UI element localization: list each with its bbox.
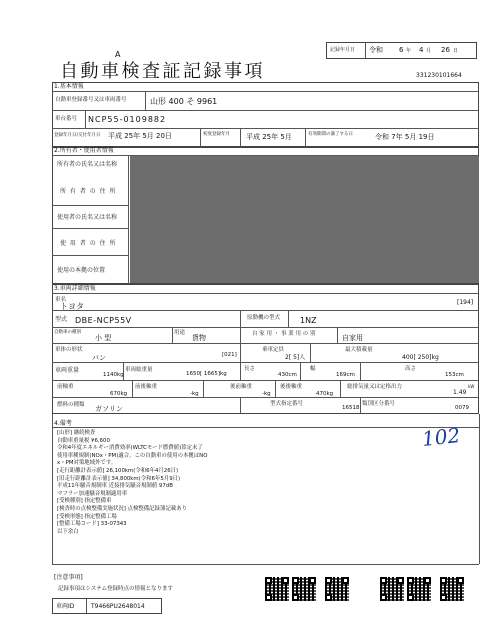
model-value: DBE-NCP55V: [75, 316, 132, 325]
first-reg-label: 登録年月日/交付年月日: [54, 133, 101, 138]
handwritten-note: 102: [420, 423, 462, 451]
note-line: 令和4年度エネルギー消費効率(WLTCモード燃費値)算定未了: [57, 445, 203, 452]
front-axle-label: 前軸重: [57, 384, 74, 390]
type-number-value: 16518: [342, 405, 360, 411]
document-title: 自動車検査証記録事項: [60, 61, 265, 82]
vehicle-kind-label: 自動車の種別: [54, 330, 81, 335]
issue-day: 26: [441, 46, 450, 54]
length-label: 長さ: [244, 366, 256, 372]
expiry-label: 有効期間の満了する日: [308, 132, 353, 137]
private-business-value: 自家用: [342, 334, 363, 342]
rear-front-axle-value: -kg: [262, 391, 271, 397]
type-number-label: 型式指定番号: [270, 401, 304, 407]
issue-month-unit: 月: [426, 48, 432, 54]
height-value: 153cm: [445, 372, 464, 378]
note-line: [受検種別] 指定整備車: [57, 498, 112, 505]
first-year-value: 平成 25年 5月: [246, 133, 292, 141]
note-line: 自動車重量税 ¥6,600: [57, 437, 110, 444]
front-rear-axle-value: -kg: [190, 391, 199, 397]
front-rear-axle-label: 前後軸重: [135, 384, 158, 390]
width-value: 169cm: [336, 372, 355, 378]
chassis-label: 車台番号: [55, 116, 78, 122]
first-reg-value: 平成 25年 5月 20日: [108, 132, 172, 140]
maker-label: 車名: [55, 297, 67, 303]
displacement-unit: kW: [468, 384, 475, 389]
model-label: 型式: [55, 316, 68, 323]
note-line: x・PM対策地域外です。: [57, 460, 117, 467]
qr-code-6: [440, 577, 464, 601]
car-id-label: 車両ID: [56, 603, 75, 610]
use-label: 用途: [174, 330, 186, 336]
vehicle-weight-value: 1140kg: [103, 372, 124, 378]
maker-value: トヨタ: [60, 302, 84, 311]
rear-axle-label: 後後軸重: [280, 384, 303, 390]
car-id-value: T9466PU2648014: [91, 603, 145, 610]
body-shape-value: バン: [92, 354, 106, 362]
note-line: [受検形態] 指定整備工場: [57, 513, 117, 520]
rear-front-axle-label: 後前軸重: [230, 384, 253, 390]
first-year-label: 初度登録年月: [203, 132, 230, 137]
rear-axle-value: 470kg: [316, 391, 334, 397]
basic-info-heading: 1.基本情報: [54, 83, 84, 90]
qr-code-2: [292, 577, 316, 601]
note-line: [旧走行距離計表示値] 34,800km(令和6年5月9日): [57, 475, 181, 482]
qr-code-5: [407, 577, 431, 601]
notes-list: [57, 430, 207, 536]
capacity-label: 乗車定員: [262, 347, 285, 353]
owner-user-heading: 2.所有者・使用者情報: [54, 147, 114, 154]
gross-weight-label: 車両総重量: [125, 367, 153, 373]
chassis-value: NCP55-0109882: [88, 115, 167, 124]
note-line: [検査時の点検整備実施状況] 点検整備記録簿記載あり: [57, 505, 187, 512]
note-line: 使用車種規制(NOx・PM)適合。この自動車の使用の本拠はNO: [57, 452, 208, 459]
qr-code-4: [380, 577, 404, 601]
user-address-label: 使 用 者 の 住 所: [60, 240, 117, 247]
reg-number-label: 自動車登録番号又は車両番号: [55, 97, 127, 103]
issue-date-label: 記録年月日: [330, 47, 356, 53]
front-axle-value: 670kg: [110, 391, 128, 397]
issue-day-unit: 日: [453, 48, 459, 54]
vehicle-detail-heading: 3.車両詳細情報: [54, 285, 96, 292]
note-line: [山形] 継続検査: [57, 430, 96, 436]
issue-month: 4: [419, 46, 424, 54]
vehicle-weight-label: 車両重量: [55, 367, 80, 374]
length-value: 430cm: [278, 372, 297, 378]
owner-address-label: 所 有 者 の 住 所: [60, 188, 117, 195]
issue-era: 令和: [369, 46, 383, 54]
car-id-box: [52, 598, 162, 614]
private-business-label: 自 家 用 ・ 事 業 用 の 別: [252, 331, 316, 337]
vehicle-kind-value: 小 型: [95, 334, 112, 342]
issue-year: 6: [399, 46, 404, 54]
user-name-label: 使用者の氏名又は名称: [57, 214, 118, 221]
displacement-value: 1.49: [453, 389, 467, 396]
issue-year-unit: 年: [406, 48, 412, 54]
note-line: 以下余白: [57, 528, 79, 535]
class-number-value: 0079: [455, 405, 469, 411]
maker-code: [194]: [457, 299, 474, 306]
note-line: [走行距離計表示値] 26,100km(令和6年4月26日): [57, 467, 179, 474]
engine-type-value: 1NZ: [300, 316, 317, 325]
height-label: 高さ: [405, 366, 417, 372]
issue-date-box: [326, 42, 477, 59]
gross-weight-value: 1650[ 1665]kg: [186, 371, 227, 377]
document-number: 331230101664: [416, 72, 462, 79]
displacement-label: 総排気量又は定格出力: [347, 384, 403, 390]
notice-heading: [注意事項]: [54, 574, 83, 581]
note-line: マフラー加速騒音規制適用車: [57, 490, 128, 497]
reg-number-value: 山形 400 そ 9961: [150, 97, 218, 106]
use-value: 貨物: [192, 334, 206, 342]
owner-name-label: 所有者の氏名又は名称: [57, 161, 118, 168]
qr-code-1: [265, 577, 289, 601]
redacted-owner-info: [130, 156, 479, 283]
document-mark: A: [115, 50, 121, 59]
width-label: 幅: [310, 366, 316, 372]
note-line: [整備工場コード] 33-07343: [57, 521, 127, 528]
engine-type-label: 原動機の型式: [247, 315, 281, 321]
base-location-label: 使用の本拠の位置: [57, 267, 106, 274]
note-line: 平成11年騒音規制車 近接排気騒音規制値 97dB: [57, 483, 173, 490]
expiry-value: 令和 7年 5月 19日: [375, 133, 435, 141]
notes-heading: 4.備考: [54, 420, 72, 427]
fuel-type-label: 燃料の種類: [57, 402, 85, 408]
body-shape-label: 車体の形状: [55, 347, 83, 353]
class-number-label: 類別区分番号: [362, 401, 396, 407]
qr-code-3: [325, 577, 349, 601]
max-load-label: 最大積載量: [345, 347, 373, 353]
body-shape-code: [021]: [222, 352, 237, 358]
max-load-value: 400[ 250]kg: [402, 354, 439, 361]
fuel-type-value: ガソリン: [95, 405, 123, 413]
notice-text: 記録事項はシステム登録時点の情報となります: [58, 586, 173, 592]
capacity-value: 2[ 5]人: [285, 354, 306, 361]
